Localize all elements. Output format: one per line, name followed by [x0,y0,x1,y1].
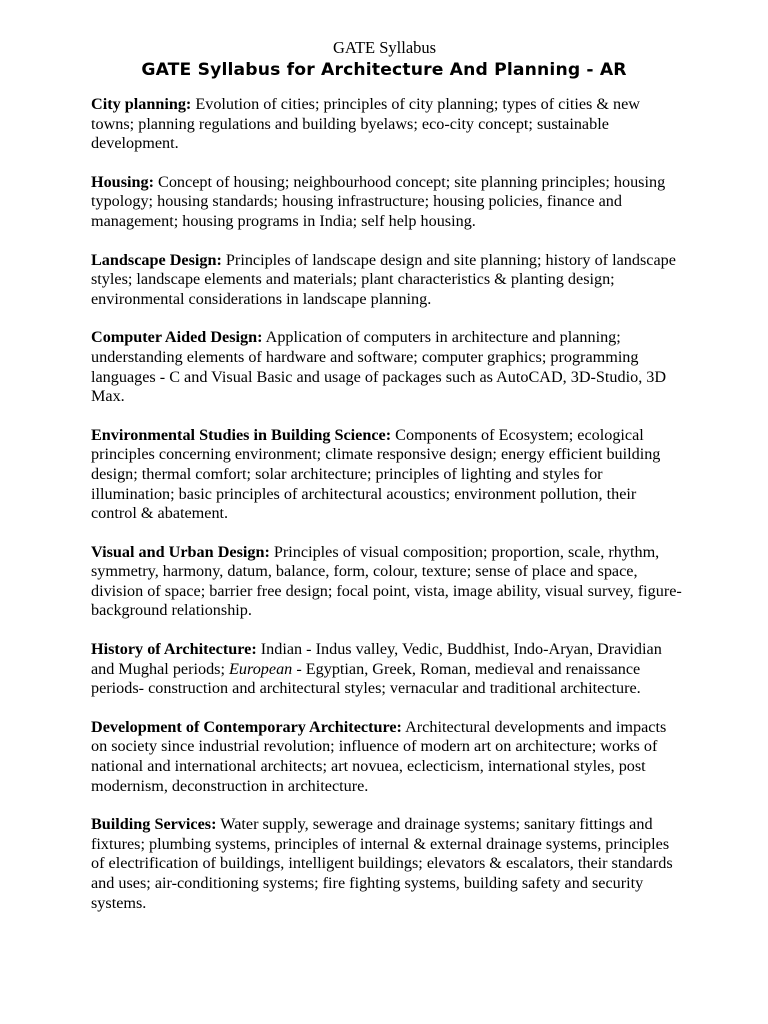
section-city-planning [91,95,684,154]
document-title: GATE Syllabus for Architecture And Planning - AR [141,60,627,80]
section-heading: Development of Contemporary Architecture: [91,717,402,736]
section-body: Architectural developments and impacts on society since industrial revolution; influence of modern art on architecture; works of national and international architects; art novuea, eclecticism, international styles, post modernism, deconstruction in architecture. [91,717,667,795]
section-environmental-studies [91,426,684,524]
section-contemporary-architecture [91,718,684,796]
section-heading: Building Services: [91,815,217,834]
section-heading: Landscape Design: [91,250,222,269]
section-computer-aided-design [91,328,684,406]
section-body: Indian - Indus valley, Vedic, Buddhist, Indo-Aryan, Dravidian and Mughal periods; [91,640,662,678]
section-heading: Computer Aided Design: [91,328,263,347]
section-body: Evolution of cities; principles of city planning; types of cities & new towns; planning regulations and building byelaws; eco-city concept; sustainable development. [91,95,640,153]
section-heading: History of Architecture: [91,640,257,659]
section-body-italic: European [229,659,293,678]
section-heading: Environmental Studies in Building Science: [91,425,392,444]
section-body: Water supply, sewerage and drainage systems; sanitary fittings and fixtures; plumbing systems, principles of internal & external drainage systems, principles of electrification of buildings, intelligent buildings; elevators & escalators, their standards and uses; air-conditioning systems; fire fighting systems, building safety and security systems. [91,815,673,912]
section-body: Concept of housing; neighbourhood concept; site planning principles; housing typology; housing standards; housing infrastructure; housing policies, finance and management; housing programs in India; self help housing. [91,172,666,230]
section-housing [91,173,684,232]
section-body: Principles of visual composition; proportion, scale, rhythm, symmetry, harmony, datum, balance, form, colour, texture; sense of place and space, division of space; barrier free design; focal point, vista, image ability, visual survey, figure-background relationship. [91,542,682,620]
section-heading: Housing: [91,172,154,191]
document-header: GATE Syllabus [332,38,437,57]
section-history-of-architecture [91,640,684,699]
section-building-services [91,815,684,913]
section-body: Application of computers in architecture and planning; understanding elements of hardware and software; computer graphics; programming languages - C and Visual Basic and usage of packages such as AutoCAD, 3D-Studio, 3D Max. [91,328,667,406]
section-body-continued: - Egyptian, Greek, Roman, medieval and renaissance periods- construction and architectural styles; vernacular and traditional architecture. [91,659,641,698]
section-visual-urban-design [91,543,684,621]
section-heading: City planning: [91,95,192,113]
section-landscape-design [91,251,684,310]
section-body: Principles of landscape design and site planning; history of landscape styles; landscape elements and materials; plant characteristics & planting design; environmental considerations in landscape planning. [91,250,676,308]
section-heading: Visual and Urban Design: [91,542,270,561]
section-body: Components of Ecosystem; ecological principles concerning environment; climate responsive design; energy efficient building design; thermal comfort; solar architecture; principles of lighting and styles for illumination; basic principles of architectural acoustics; environment pollution, their control & abatement. [91,425,661,523]
